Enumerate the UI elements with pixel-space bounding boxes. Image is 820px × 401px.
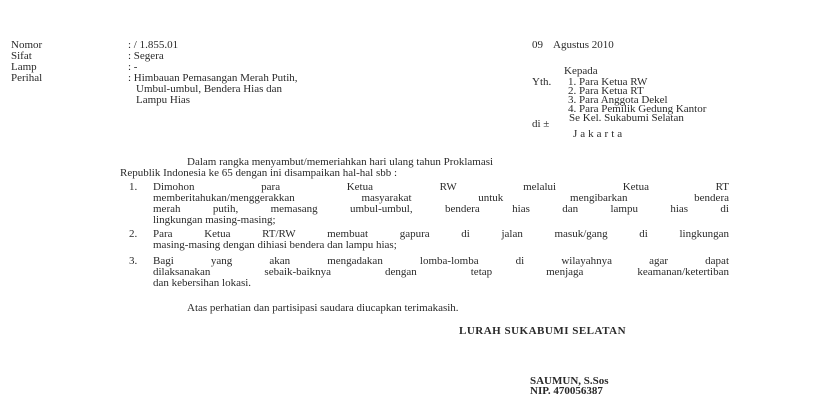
item-1-body [153, 182, 729, 226]
item-3-line2: dilaksanakan sebaik-baiknya dengan tetap menjaga keamanan/ketertiban [153, 266, 729, 278]
closing-sentence: Atas perhatian dan partisipasi saudara diucapkan terimakasih. [187, 302, 459, 314]
intro-paragraph [120, 156, 727, 179]
date-month-year: Agustus 2010 [553, 39, 614, 51]
city-name: Jakarta [573, 128, 626, 140]
item-1-line4: lingkungan masing-masing; [153, 214, 276, 226]
lamp-label: Lamp [11, 61, 37, 73]
letter-meta-labels [11, 40, 81, 84]
perihal-value-line1: : Himbauan Pemasangan Merah Putih, [128, 72, 298, 84]
recipient-5: Se Kel. Sukabumi Selatan [569, 112, 684, 124]
item-2-line2: masing-masing dengan dihiasi bendera dan lampu hias; [153, 239, 397, 251]
lamp-value: : - [128, 61, 138, 73]
intro-line2: Republik Indonesia ke 65 dengan ini disampaikan hal-hal sbb : [120, 167, 398, 179]
item-1-number: 1. [129, 181, 138, 193]
item-3-body [153, 256, 729, 289]
item-2-body [153, 229, 729, 251]
date-day: 09 [532, 39, 543, 51]
signature-office: LURAH SUKABUMI SELATAN [459, 325, 627, 337]
recipient-3: 3. Para Anggota Dekel [568, 94, 668, 106]
signature-nip: NIP. 470056387 [530, 385, 603, 397]
item-3-line3: dan kebersihan lokasi. [153, 277, 252, 289]
di-label: di ± [532, 118, 550, 130]
item-2-number: 2. [129, 228, 138, 240]
item-3-line1: Bagi yang akan mengadakan lomba-lomba di wilayahnya agar dapat [153, 255, 729, 267]
kepada-label: Kepada [564, 65, 598, 77]
item-1-line1: Dimohon para Ketua RW melalui Ketua RT [153, 181, 729, 193]
sifat-label: Sifat [11, 50, 32, 62]
nomor-label: Nomor [11, 39, 43, 51]
letter-meta-values [128, 40, 298, 106]
sifat-value: : Segera [128, 50, 164, 62]
recipient-1: 1. Para Ketua RW [568, 76, 648, 88]
intro-line1: Dalam rangka menyambut/memeriahkan hari ulang tahun Proklamasi [187, 156, 494, 168]
item-3-number: 3. [129, 255, 138, 267]
letter-date [532, 40, 614, 51]
item-1-line3: merah putih, memasang umbul-umbul, bendera hias dan lampu hias di [153, 203, 729, 215]
nomor-value: : / 1.855.01 [128, 39, 179, 51]
perihal-value-line2: Umbul-umbul, Bendera Hias dan [136, 83, 283, 95]
perihal-value-line3: Lampu Hias [136, 94, 191, 106]
perihal-label: Perihal [11, 72, 43, 84]
yth-label: Yth. [532, 76, 552, 88]
signature-name: SAUMUN, S.Sos [530, 375, 609, 387]
item-2-line1: Para Ketua RT/RW membuat gapura di jalan masuk/gang di lingkungan [153, 228, 729, 240]
item-1-line2: memberitahukan/menggerakkan masyarakat untuk mengibarkan bendera [153, 192, 729, 204]
recipient-4: 4. Para Pemilik Gedung Kantor [568, 103, 707, 115]
recipient-2: 2. Para Ketua RT [568, 85, 644, 97]
